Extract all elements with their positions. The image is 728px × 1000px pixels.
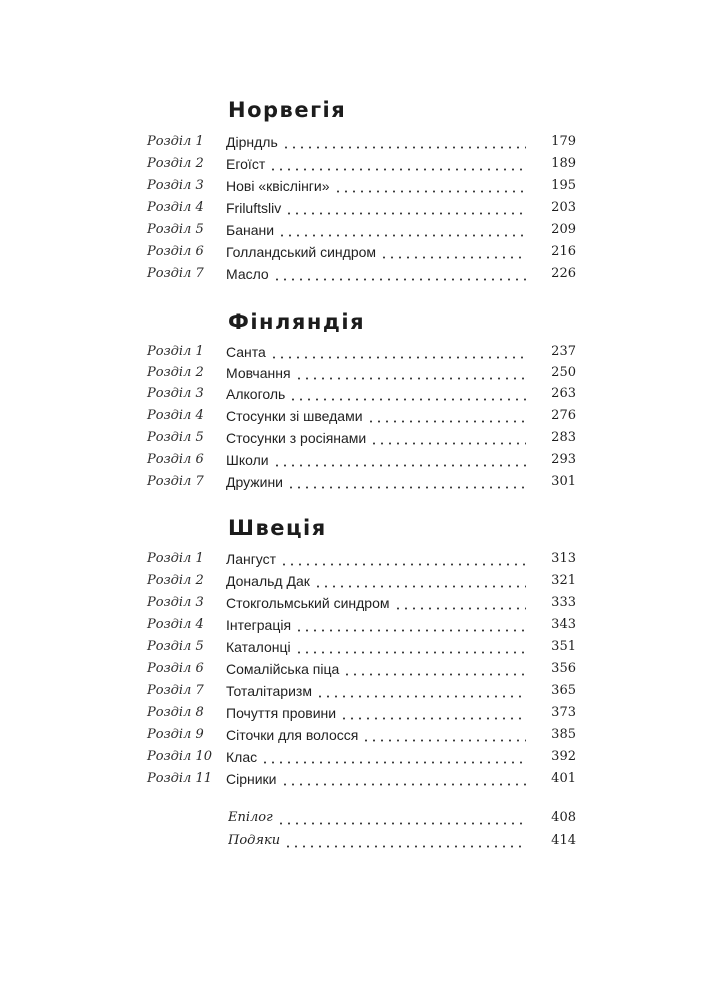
dot-leader <box>277 813 526 825</box>
chapter-label: Розділ 3 <box>147 178 204 193</box>
chapter-label: Розділ 5 <box>147 222 204 237</box>
toc-entry[interactable] <box>0 176 728 196</box>
toc-entry[interactable] <box>0 363 728 383</box>
dot-leader <box>370 433 526 445</box>
chapter-title: Стокгольмський синдром <box>226 595 390 611</box>
page-number: 385 <box>551 727 576 742</box>
chapter-title: Санта <box>226 344 266 360</box>
page-number: 189 <box>551 156 576 171</box>
dot-leader <box>273 269 526 281</box>
dot-leader <box>295 368 526 380</box>
toc-entry[interactable] <box>0 472 728 492</box>
page-number: 203 <box>551 200 576 215</box>
page-number: 365 <box>551 683 576 698</box>
chapter-label: Розділ 5 <box>147 430 204 445</box>
chapter-label: Розділ 4 <box>147 200 204 215</box>
toc-entry[interactable] <box>0 747 728 767</box>
chapter-label: Розділ 7 <box>147 266 204 281</box>
page-number: 226 <box>551 266 576 281</box>
toc-entry[interactable] <box>0 220 728 240</box>
toc-entry[interactable] <box>0 703 728 723</box>
chapter-label: Розділ 2 <box>147 365 204 380</box>
chapter-label: Розділ 2 <box>147 573 204 588</box>
dot-leader <box>273 455 526 467</box>
chapter-label: Розділ 2 <box>147 156 204 171</box>
page-number: 179 <box>551 134 576 149</box>
page-number: 408 <box>551 810 576 825</box>
toc-entry[interactable] <box>0 681 728 701</box>
toc-entry-epilogue[interactable] <box>0 808 728 828</box>
toc-entry-acknowledgements[interactable] <box>0 831 728 851</box>
chapter-title: Інтеграція <box>226 617 292 633</box>
toc-entry[interactable] <box>0 549 728 569</box>
chapter-title: Тоталітаризм <box>226 683 312 699</box>
page-number: 313 <box>551 551 576 566</box>
dot-leader <box>295 620 526 632</box>
page-number: 343 <box>551 617 576 632</box>
page-number: 333 <box>551 595 576 610</box>
page-number: 301 <box>551 474 576 489</box>
page-number: 321 <box>551 573 576 588</box>
chapter-label: Розділ 7 <box>147 474 204 489</box>
dot-leader <box>289 389 526 401</box>
chapter-title: Стосунки зі шведами <box>226 408 363 424</box>
toc-entry[interactable] <box>0 571 728 591</box>
dot-leader <box>334 181 526 193</box>
dot-leader <box>285 203 526 215</box>
chapter-label: Розділ 4 <box>147 408 204 423</box>
chapter-title: Сомалійська піца <box>226 661 340 677</box>
section-title: Швеція <box>228 516 327 540</box>
chapter-label: Розділ 7 <box>147 683 204 698</box>
chapter-label: Розділ 9 <box>147 727 204 742</box>
dot-leader <box>295 642 526 654</box>
dot-leader <box>261 752 526 764</box>
chapter-title: Сірники <box>226 771 277 787</box>
epilogue-title: Епілог <box>228 810 273 825</box>
dot-leader <box>367 411 526 423</box>
page-number: 351 <box>551 639 576 654</box>
chapter-label: Розділ 1 <box>147 134 204 149</box>
chapter-label: Розділ 5 <box>147 639 204 654</box>
dot-leader <box>362 730 526 742</box>
dot-leader <box>284 836 526 848</box>
dot-leader <box>282 137 526 149</box>
chapter-label: Розділ 6 <box>147 244 204 259</box>
chapter-label: Розділ 1 <box>147 551 204 566</box>
page-number: 414 <box>551 833 576 848</box>
page-number: 237 <box>551 344 576 359</box>
dot-leader <box>340 708 526 720</box>
dot-leader <box>316 686 526 698</box>
toc-entry[interactable] <box>0 264 728 284</box>
toc-entry[interactable] <box>0 769 728 789</box>
chapter-label: Розділ 4 <box>147 617 204 632</box>
dot-leader <box>269 159 526 171</box>
toc-entry[interactable] <box>0 132 728 152</box>
chapter-title: Школи <box>226 452 269 468</box>
dot-leader <box>343 664 526 676</box>
dot-leader <box>380 247 526 259</box>
chapter-label: Розділ 1 <box>147 344 204 359</box>
chapter-label: Розділ 10 <box>147 749 213 764</box>
chapter-label: Розділ 6 <box>147 661 204 676</box>
page-number: 250 <box>551 365 576 380</box>
chapter-title: Каталонці <box>226 639 291 655</box>
page-number: 293 <box>551 452 576 467</box>
dot-leader <box>278 225 526 237</box>
chapter-title: Мовчання <box>226 365 291 381</box>
chapter-title: Дружини <box>226 474 284 490</box>
chapter-title: Егоїст <box>226 156 266 172</box>
chapter-label: Розділ 3 <box>147 386 204 401</box>
chapter-title: Почуття провини <box>226 705 337 721</box>
toc-entry[interactable] <box>0 637 728 657</box>
dot-leader <box>270 347 526 359</box>
chapter-title: Дональд Дак <box>226 573 310 589</box>
page-number: 401 <box>551 771 576 786</box>
chapter-title: Лангуст <box>226 551 277 567</box>
chapter-title: Голландський синдром <box>226 244 377 260</box>
toc-entry[interactable] <box>0 659 728 679</box>
chapter-title: Friluftsliv <box>226 200 282 216</box>
page-number: 263 <box>551 386 576 401</box>
dot-leader <box>280 554 526 566</box>
chapter-title: Банани <box>226 222 275 238</box>
dot-leader <box>287 477 526 489</box>
chapter-label: Розділ 3 <box>147 595 204 610</box>
section-title: Фінляндія <box>228 310 366 334</box>
page-number: 195 <box>551 178 576 193</box>
chapter-title: Дірндль <box>226 134 278 150</box>
dot-leader <box>281 774 526 786</box>
toc-entry[interactable] <box>0 428 728 448</box>
chapter-title: Сіточки для волосся <box>226 727 359 743</box>
toc-entry[interactable] <box>0 450 728 470</box>
acknowledgements-title: Подяки <box>228 833 281 848</box>
toc-entry[interactable] <box>0 342 728 362</box>
page-number: 216 <box>551 244 576 259</box>
section-title: Норвегія <box>228 98 347 122</box>
dot-leader <box>394 598 526 610</box>
toc-entry[interactable] <box>0 406 728 426</box>
chapter-label: Розділ 6 <box>147 452 204 467</box>
toc-entry[interactable] <box>0 242 728 262</box>
page-number: 392 <box>551 749 576 764</box>
dot-leader <box>314 576 526 588</box>
chapter-label: Розділ 8 <box>147 705 204 720</box>
chapter-title: Стосунки з росіянами <box>226 430 367 446</box>
toc-entry[interactable] <box>0 615 728 635</box>
page-number: 373 <box>551 705 576 720</box>
page-number: 283 <box>551 430 576 445</box>
page-number: 356 <box>551 661 576 676</box>
toc-entry[interactable] <box>0 198 728 218</box>
page-number: 209 <box>551 222 576 237</box>
toc-entry[interactable] <box>0 154 728 174</box>
toc-entry[interactable] <box>0 725 728 745</box>
page-number: 276 <box>551 408 576 423</box>
chapter-title: Масло <box>226 266 269 282</box>
chapter-title: Клас <box>226 749 258 765</box>
chapter-title: Нові «квіслінги» <box>226 178 330 194</box>
toc-entry[interactable] <box>0 593 728 613</box>
chapter-title: Алкоголь <box>226 386 286 402</box>
toc-entry[interactable] <box>0 384 728 404</box>
chapter-label: Розділ 11 <box>147 771 213 786</box>
